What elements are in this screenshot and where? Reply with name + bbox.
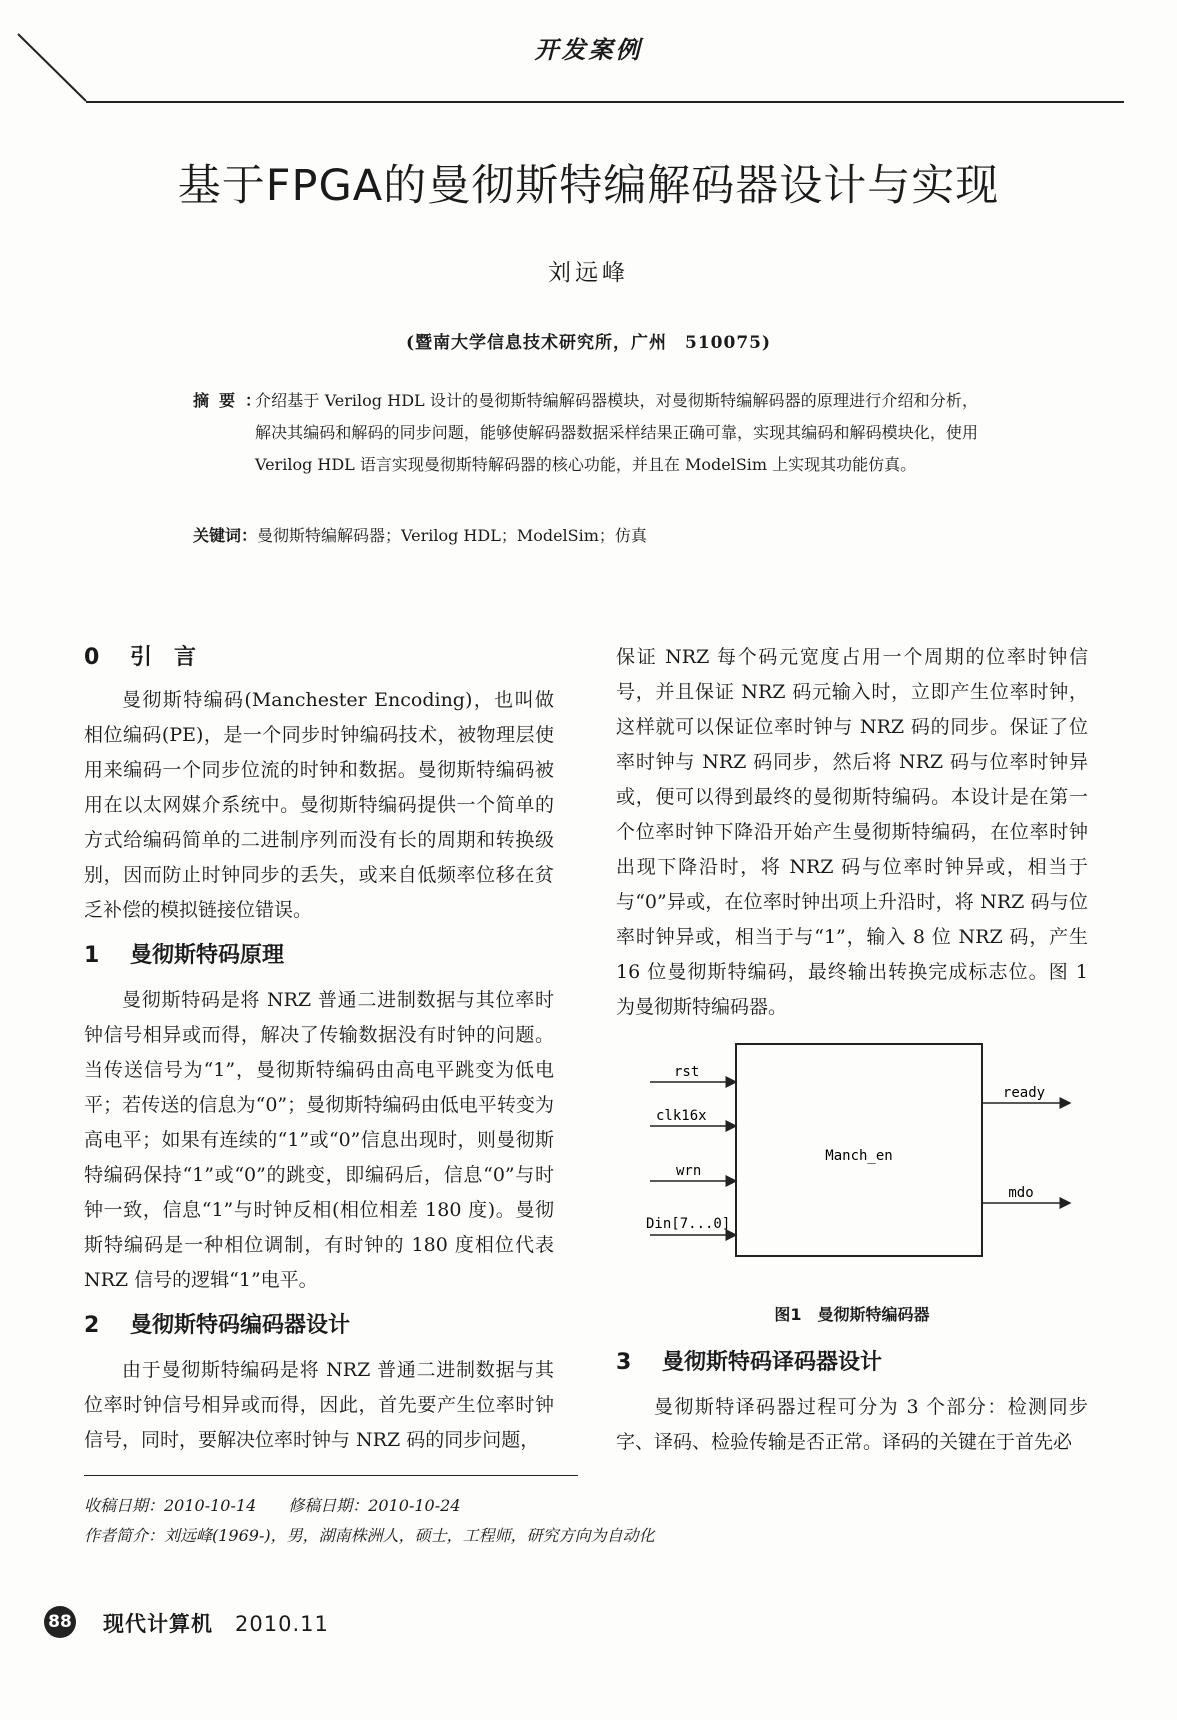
keywords [193, 523, 978, 546]
output-label: ready [1002, 1085, 1046, 1101]
keywords-text: 曼彻斯特编解码器；Verilog HDL；ModelSim；仿真 [257, 526, 647, 545]
footnote-author-bio: 作者简介：刘远峰(1969-)，男，湖南株洲人，硕士，工程师，研究方向为自动化 [84, 1526, 655, 1545]
figure-1-block-diagram [616, 1030, 1088, 1270]
journal-issue: 2010.11 [235, 1612, 329, 1636]
paper-title: 基于FPGA的曼彻斯特编解码器设计与实现 [177, 161, 1000, 211]
section-heading-3: 3 曼彻斯特码译码器设计 [616, 1350, 883, 1375]
output-label: mdo [1008, 1185, 1034, 1201]
input-label: rst [674, 1064, 700, 1080]
abstract [193, 385, 978, 481]
block-label: Manch_en [825, 1148, 893, 1164]
figure-1-caption: 图1 曼彻斯特编码器 [774, 1305, 930, 1324]
header-rule [86, 101, 1124, 103]
paragraph: 曼彻斯特编码(Manchester Encoding)，也叫做相位编码(PE)，是一个同步时钟编码技术，被物理层使用来编码一个同步位流的时钟和数据。曼彻斯特编码被用在以太网媒介系统中。曼彻斯特编码提供一个简单的方式给编码简单的二进制序列而没有长的周期和转换级别，因而防止时钟同步的丢失，或来自低频率位移在贫乏补偿的模拟链接位错误。 [84, 689, 554, 921]
journal-name: 现代计算机 [103, 1612, 213, 1636]
input-label: Din[7...0] [646, 1216, 731, 1232]
page-number: 88 [44, 1606, 76, 1638]
footnote-rule [84, 1475, 578, 1476]
section-heading-2: 2 曼彻斯特码编码器设计 [84, 1313, 351, 1338]
keywords-label: 关键词： [193, 526, 258, 545]
paragraph: 由于曼彻斯特编码是将 NRZ 普通二进制数据与其位率时钟信号相异或而得，因此，首先要产生位率时钟信号，同时，要解决位率时钟与 NRZ 码的同步问题， [84, 1359, 554, 1451]
input-label: wrn [676, 1163, 702, 1179]
running-head: 开发案例 [534, 36, 643, 64]
footnote-received: 收稿日期：2010-10-14 修稿日期：2010-10-24 [84, 1496, 461, 1515]
journal-footer [103, 1608, 329, 1638]
paper-affiliation: (暨南大学信息技术研究所，广州 510075) [405, 333, 772, 353]
input-label: clk16x [656, 1108, 707, 1124]
paragraph: 保证 NRZ 每个码元宽度占用一个周期的位率时钟信号，并且保证 NRZ 码元输入时，立即产生位率时钟，这样就可以保证位率时钟与 NRZ 码的同步。保证了位率时钟与 NRZ 码同步，然后将 NRZ 码与位率时钟异或，便可以得到最终的曼彻斯特编码。本设计是在第一个位率时钟下降沿开始产生曼彻斯特编码，在位率时钟出现下降沿时，将 NRZ 码与位率时钟异或，相当于与“0”异或，在位率时钟出项上升沿时，将 NRZ 码与位率时钟异或，相当于与“1”，输入 8 位 NRZ 码，产生 16 位曼彻斯特编码，最终输出转换完成标志位。图 1 为曼彻斯特编码器。 [616, 646, 1088, 1018]
right-column-section-3 [616, 1345, 1088, 1460]
left-column [84, 640, 554, 1458]
paragraph: 曼彻斯特码是将 NRZ 普通二进制数据与其位率时钟信号相异或而得，解决了传输数据没有时钟的问题。当传送信号为“1”，曼彻斯特编码由高电平跳变为低电平；若传送的信息为“0”；曼彻斯特编码由低电平转变为高电平；如果有连续的“1”或“0”信息出现时，则曼彻斯特编码保持“1”或“0”的跳变，即编码后，信息“0”与时钟一致，信息“1”与时钟反相(相位相差 180 度)。曼彻斯特编码是一种相位调制，有时钟的 180 度相位代表 NRZ 信号的逻辑“1”电平。 [84, 989, 554, 1291]
abstract-text: 介绍基于 Verilog HDL 设计的曼彻斯特编解码器模块，对曼彻斯特编解码器的原理进行介绍和分析，解决其编码和解码的同步问题，能够使解码器数据采样结果正确可靠，实现其编码和解码模块化，使用 Verilog HDL 语言实现曼彻斯特解码器的核心功能，并且在 ModelSim 上实现其功能仿真。 [255, 391, 978, 474]
paper-author: 刘远峰 [548, 260, 629, 286]
section-heading-0: 0 引 言 [84, 645, 197, 670]
section-heading-1: 1 曼彻斯特码原理 [84, 943, 285, 968]
paragraph: 曼彻斯特译码器过程可分为 3 个部分：检测同步字、译码、检验传输是否正常。译码的关键在于首先必 [616, 1396, 1088, 1453]
abstract-label: 摘要： [193, 391, 272, 410]
right-column [616, 640, 1088, 1025]
